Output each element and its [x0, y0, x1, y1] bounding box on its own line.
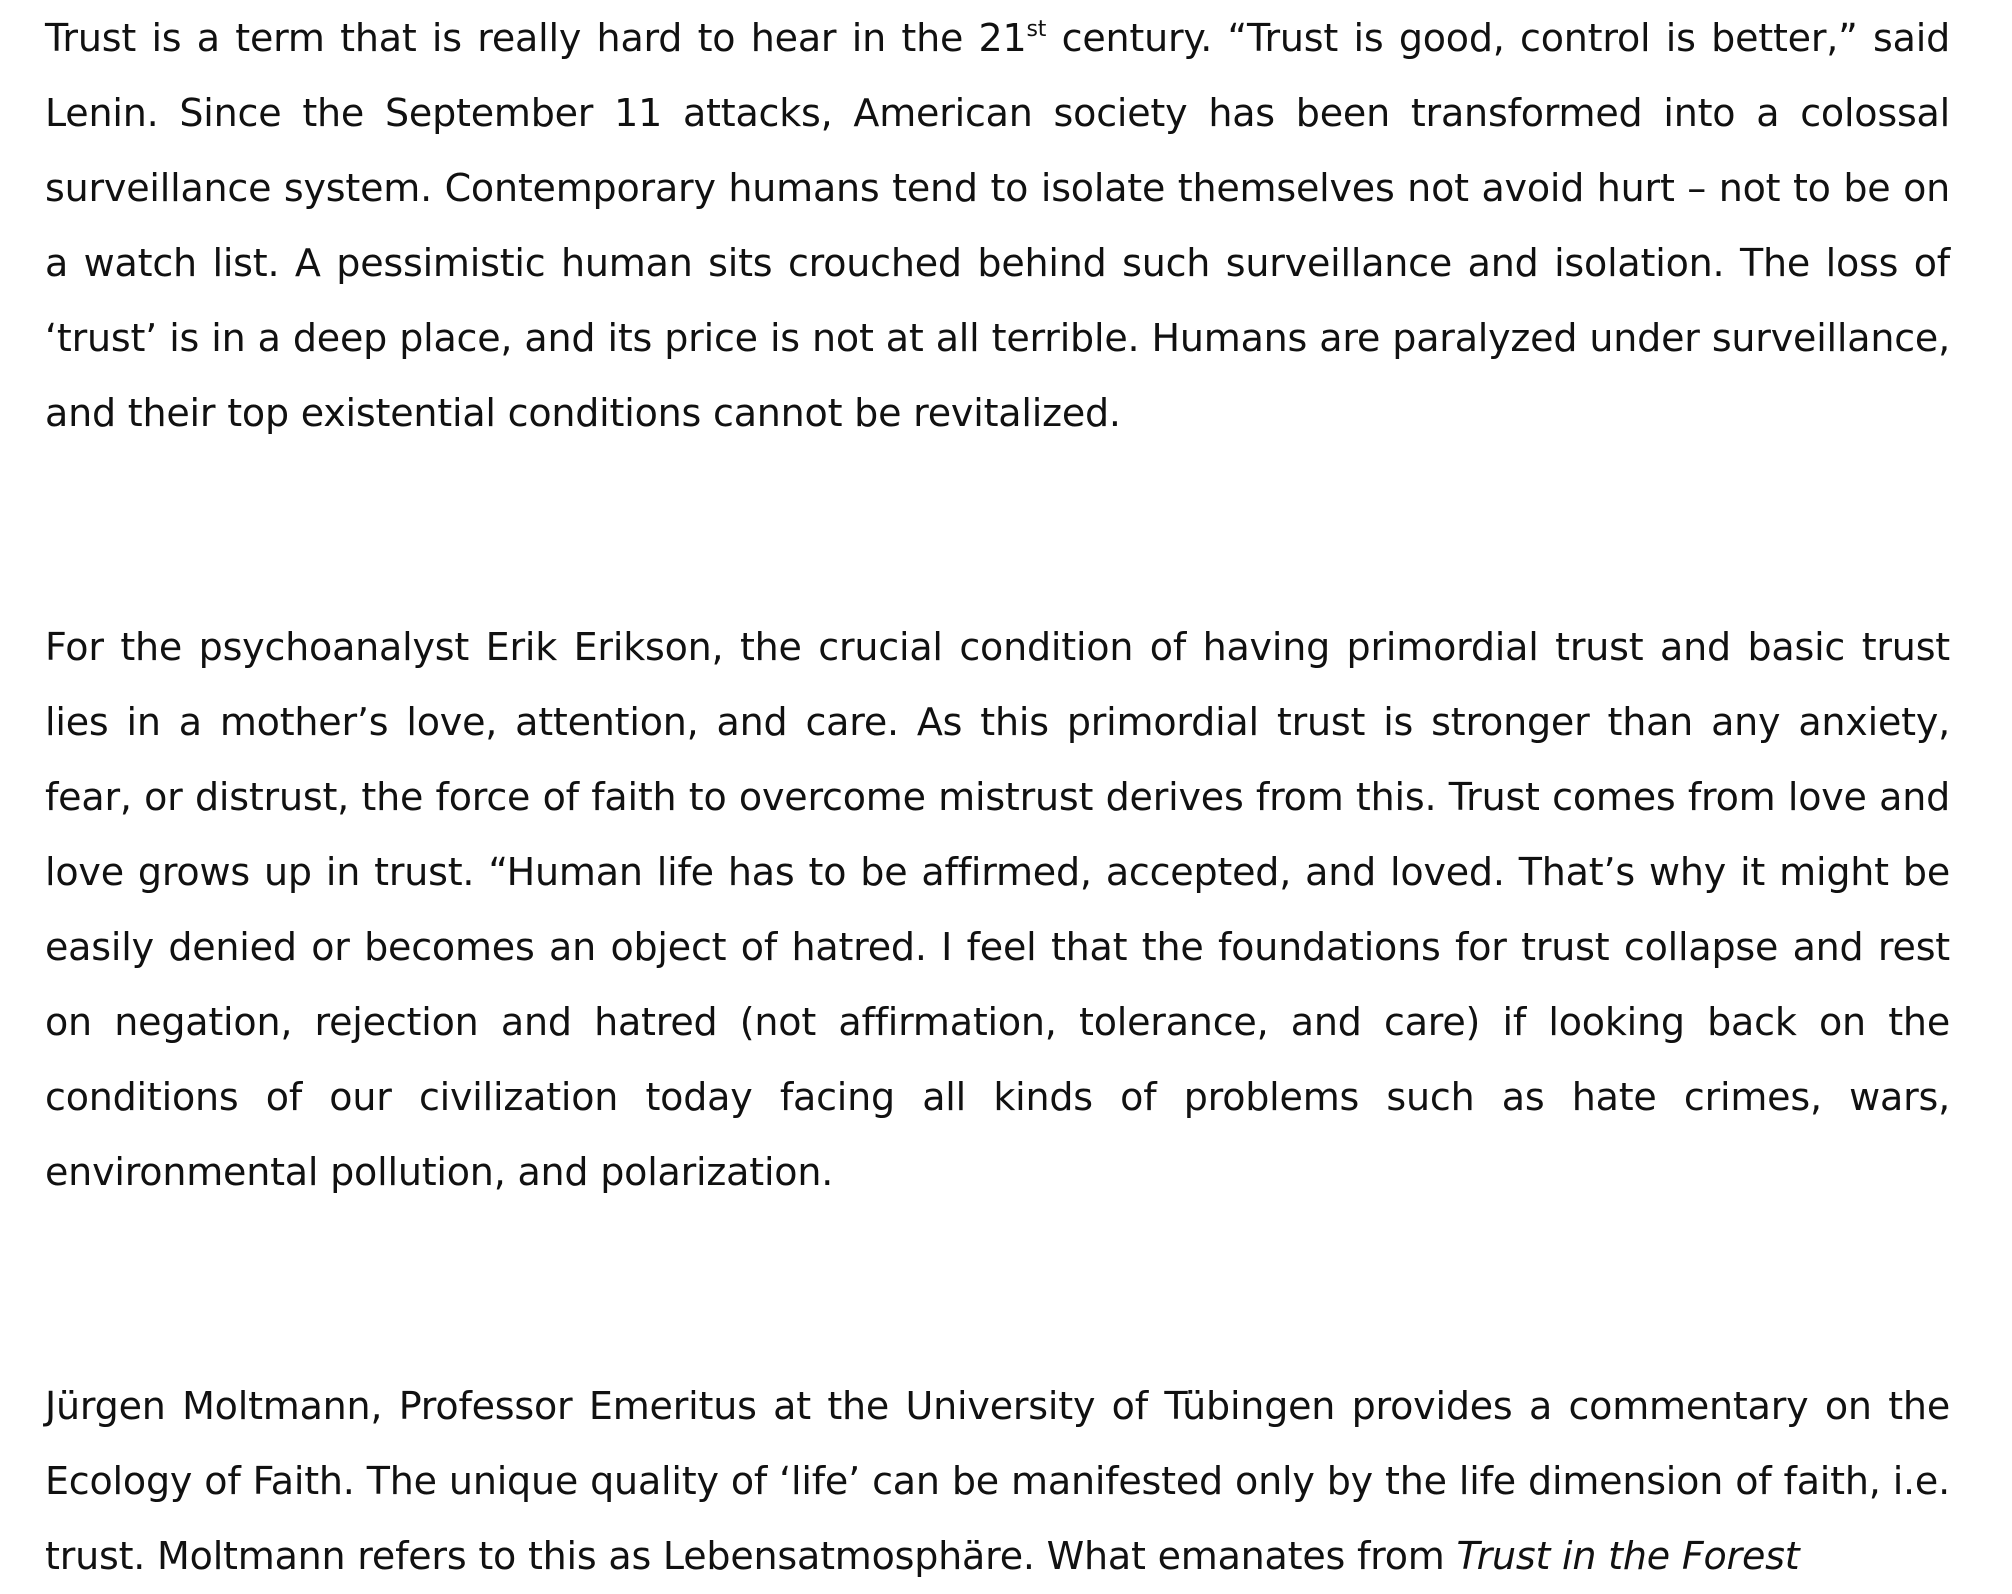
paragraph-text: Trust is a term that is really hard to hear in the 21	[45, 16, 1027, 60]
paragraph-erikson	[45, 610, 1950, 1210]
document-body	[45, 0, 1950, 1594]
paragraph-text: For the psychoanalyst Erik Erikson, the crucial condition of having primordial trust and basic trust lies in a mother’s love, attention, and care. As this primordial trust is stronger than any anxiety, fear, or distrust, the force of faith to overcome mistrust derives from this. Trust comes from love and love grows up in trust. “Human life has to be affirmed, accepted, and loved. That’s why it might be easily denied or becomes an object of hatred. I feel that the foundations for trust collapse and rest on negation, rejection and hatred (not affirmation, tolerance, and care) if looking back on the conditions of our civilization today facing all kinds of problems such as hate crimes, wars, environmental pollution, and polarization.	[45, 625, 1950, 1194]
paragraph-text-continued: century. “Trust is good, control is better,” said Lenin. Since the September 11 attacks, American society has been transformed into a colossal surveillance system. Contemporary humans tend to isolate themselves not avoid hurt – not to be on a watch list. A pessimistic human sits crouched behind such surveillance and isolation. The loss of ‘trust’ is in a deep place, and its price is not at all terrible. Humans are paralyzed under surveillance, and their top existential conditions cannot be revitalized.	[45, 16, 1950, 435]
paragraph-text: Jürgen Moltmann, Professor Emeritus at the University of Tübingen provides a commentary on the Ecology of Faith. The unique quality of ‘life’ can be manifested only by the life dimension of faith, i.e. trust. Moltmann refers to this as Lebensatmosphäre. What emanates from	[45, 1384, 1950, 1578]
ordinal-superscript: st	[1026, 17, 1047, 42]
paragraph-trust-surveillance	[45, 0, 1950, 451]
artwork-title: Trust in the Forest	[1456, 1534, 1800, 1578]
paragraph-moltmann	[45, 1369, 1950, 1594]
